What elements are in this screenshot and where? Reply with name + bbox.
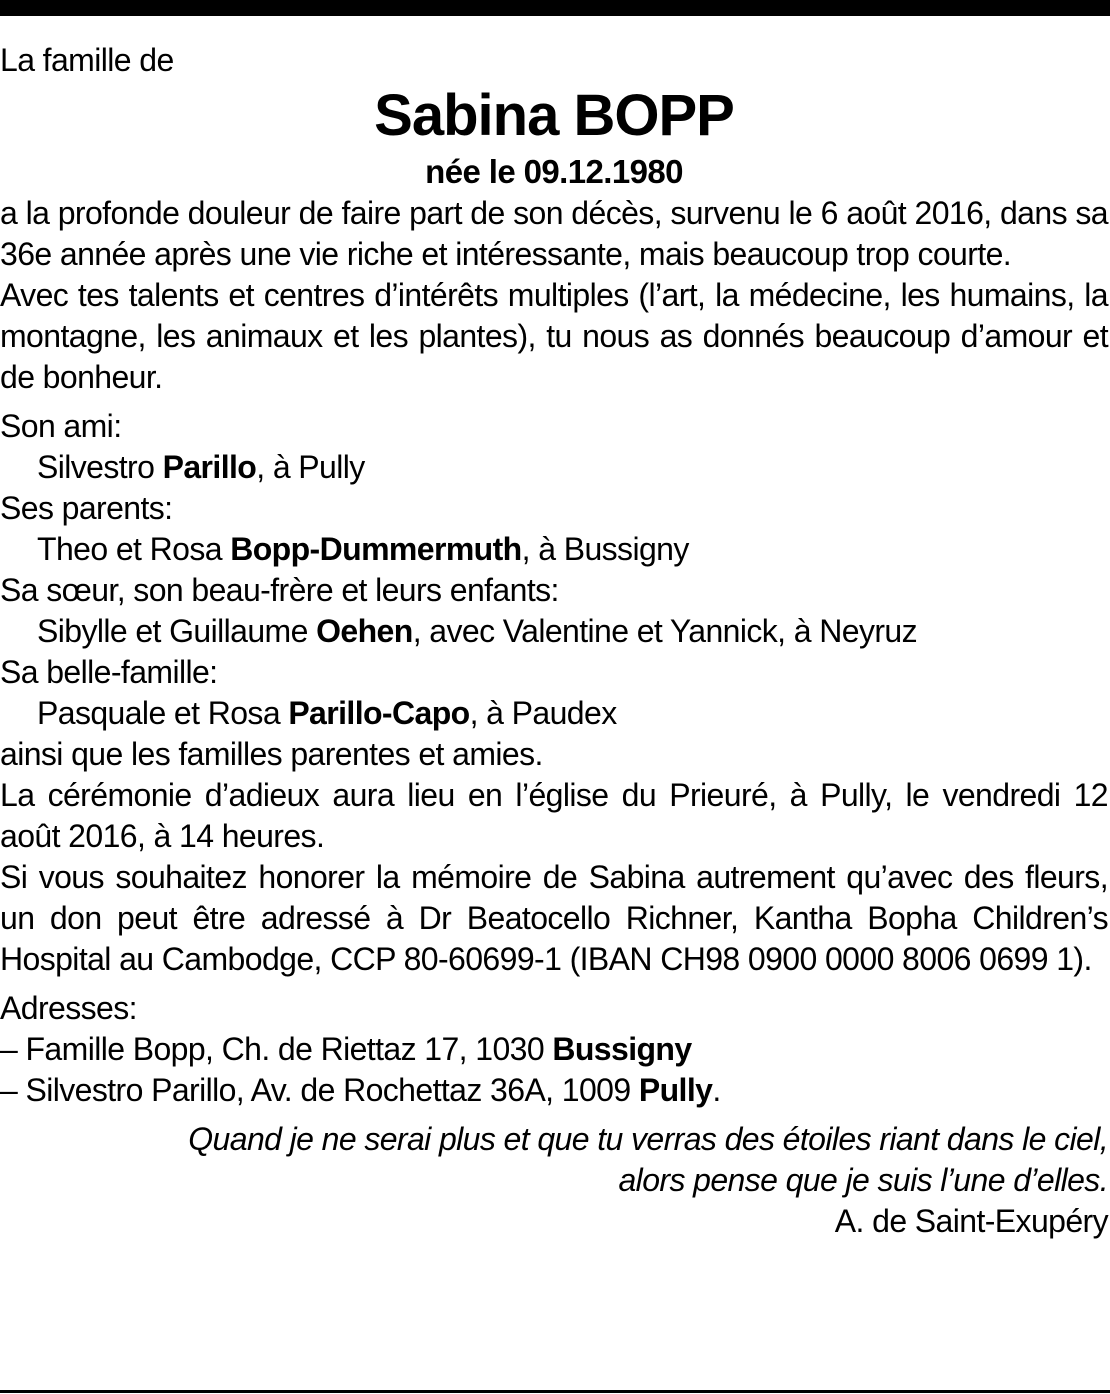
address-street: – Famille Bopp, Ch. de Riettaz 17, 1030 [0,1031,553,1067]
addresses-heading: Adresses: [0,990,137,1026]
family-member [0,529,1108,570]
quote-line: alors pense que je suis l’une d’elles. [618,1162,1108,1198]
announcement-text: a la profonde douleur de faire part de son décès, survenu le 6 août 2016, dans sa 36e année après une vie riche et intéressante, mais beaucoup trop courte. [0,195,1108,272]
member-surname: Parillo [162,449,257,485]
family-relation: Son ami: [0,408,122,444]
address-line [0,1029,1108,1070]
closing-family-text: ainsi que les familles parentes et amies. [0,736,543,772]
obituary-notice [0,40,1108,1242]
quote-section [0,1119,1108,1242]
address-line [0,1070,1108,1111]
top-border-rule [0,0,1110,16]
address-city: Pully [638,1072,713,1108]
birth-date: née le 09.12.1980 [425,153,683,190]
member-surname: Bopp-Dummermuth [230,531,522,567]
quote-author: A. de Saint-Exupéry [834,1203,1108,1239]
member-location: , à Pully [256,449,365,485]
family-member [0,611,1108,652]
family-member [0,693,1108,734]
member-first-names: Theo et Rosa [37,531,231,567]
tribute-text: Avec tes talents et centres d’intérêts multiples (l’art, la médecine, les humains, la montagne, les animaux et les plantes), tu nous as donnés beaucoup d’amour et de bonheur. [0,277,1108,395]
family-relation: Ses parents: [0,490,173,526]
address-street: – Silvestro Parillo, Av. de Rochettaz 36A, 1009 [0,1072,639,1108]
family-relation: Sa sœur, son beau-frère et leurs enfants: [0,572,559,608]
family-member [0,447,1108,488]
address-city: Bussigny [552,1031,692,1067]
deceased-name: Sabina BOPP [374,83,734,148]
quote-line: Quand je ne serai plus et que tu verras des étoiles riant dans le ciel, [188,1121,1108,1157]
address-suffix: . [712,1072,721,1108]
addresses-section [0,988,1108,1111]
bottom-border-rule [0,1390,1110,1393]
member-first-names: Pasquale et Rosa [37,695,289,731]
intro-text: La famille de [0,42,174,78]
donation-text: Si vous souhaitez honorer la mémoire de Sabina autrement qu’avec des fleurs, un don peut être adressé à Dr Beatocello Richner, Kantha Bopha Children’s Hospital au Cambodge, CCP 80-60699-1 (IBAN CH98 0900 0000 8006 0699 1). [0,859,1108,977]
member-location: , à Bussigny [521,531,689,567]
member-surname: Oehen [316,613,413,649]
family-list [0,406,1108,775]
member-first-names: Sibylle et Guillaume [37,613,317,649]
ceremony-text: La cérémonie d’adieux aura lieu en l’église du Prieuré, à Pully, le vendredi 12 août 2016, à 14 heures. [0,777,1108,854]
family-relation: Sa belle-famille: [0,654,218,690]
member-location: , avec Valentine et Yannick, à Neyruz [412,613,918,649]
member-first-names: Silvestro [37,449,163,485]
member-surname: Parillo-Capo [288,695,470,731]
member-location: , à Paudex [469,695,617,731]
